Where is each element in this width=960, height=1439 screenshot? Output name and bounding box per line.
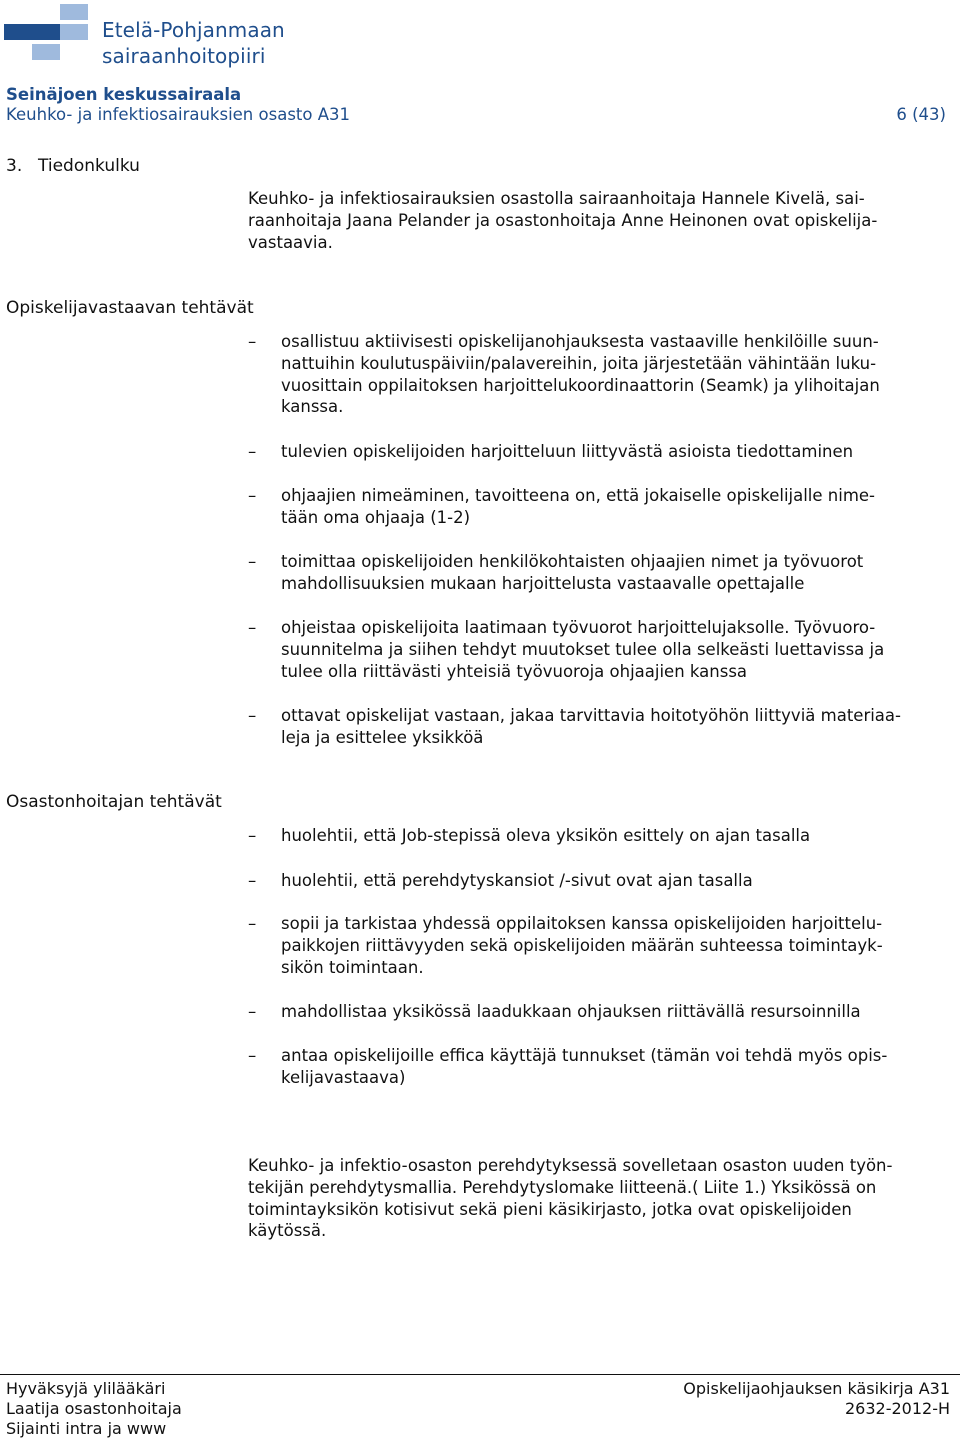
closing-line: tekijän perehdytysmallia. Perehdytyslomake liitteenä.( Liite 1.) Yksikössä on — [248, 1177, 877, 1197]
bullet-dash: – — [248, 332, 257, 351]
item-line: toimittaa opiskelijoiden henkilökohtaisten ohjaajien nimet ja työvuorot — [281, 552, 864, 571]
student-coordinator-duties-heading: Opiskelijavastaavan tehtävät — [6, 298, 254, 318]
item-line: mahdollisuuksien mukaan harjoittelusta vastaavalle opettajalle — [281, 573, 805, 593]
section-title — [6, 156, 140, 176]
bullet-dash: – — [248, 706, 257, 725]
hospital-name: Seinäjoen keskussairaala — [6, 85, 242, 104]
bullet-dash: – — [248, 552, 257, 571]
item-line: sikön toimintaan. — [281, 957, 424, 977]
section-title-text: Tiedonkulku — [38, 156, 140, 176]
hospital-district-logo — [4, 4, 112, 62]
item-line: osallistuu aktiivisesti opiskelijanohjauksesta vastaaville henkilöille suun- — [281, 332, 879, 351]
footer-location: Sijainti intra ja www — [6, 1419, 167, 1438]
item-line: ottavat opiskelijat vastaan, jakaa tarvittavia hoitotyöhön liittyviä materiaa- — [281, 706, 901, 725]
bullet-dash: – — [248, 1002, 257, 1021]
item-line: tään oma ohjaaja (1-2) — [281, 507, 471, 527]
item-line: leja ja esittelee yksikköä — [281, 727, 484, 747]
item-line: vuosittain oppilaitoksen harjoittelukoordinaattorin (Seamk) ja ylihoitajan — [281, 375, 880, 395]
item-line: kelijavastaava) — [281, 1067, 406, 1087]
logo-text-line2: sairaanhoitopiiri — [102, 44, 266, 68]
item-line: huolehtii, että Job-stepissä oleva yksikön esittely on ajan tasalla — [281, 826, 811, 845]
item-line: antaa opiskelijoille effica käyttäjä tunnukset (tämän voi tehdä myös opis- — [281, 1046, 888, 1065]
logo-block-light-bottom — [32, 44, 60, 60]
item-line: paikkojen riittävyyden sekä opiskelijoiden määrän suhteessa toimintayk- — [281, 935, 883, 955]
item-line: mahdollistaa yksikössä laadukkaan ohjauksen riittävällä resursoinnilla — [281, 1002, 861, 1021]
closing-paragraph — [248, 1155, 948, 1242]
item-line: kanssa. — [281, 397, 344, 417]
logo-block-dark-center — [32, 24, 60, 40]
item-line: huolehtii, että perehdytyskansiot /-sivut ovat ajan tasalla — [281, 871, 753, 890]
footer-approved: Hyväksyjä ylilääkäri — [6, 1379, 166, 1398]
logo-text-line1: Etelä-Pohjanmaan — [102, 18, 285, 42]
bullet-dash: – — [248, 826, 257, 845]
footer-right — [683, 1379, 950, 1419]
bullet-dash: – — [248, 1046, 257, 1065]
item-line: nattuihin koulutuspäiviin/palavereihin, joita järjestetään vähintään luku- — [281, 353, 877, 373]
unit-name: Keuhko- ja infektiosairauksien osasto A31 — [6, 105, 351, 124]
section-number: 3. — [6, 156, 23, 176]
head-nurse-duties-heading: Osastonhoitajan tehtävät — [6, 792, 222, 812]
footer-document-title: Opiskelijaohjauksen käsikirja A31 — [683, 1379, 950, 1398]
logo-block-light-right — [60, 24, 88, 40]
intro-line: raanhoitaja Jaana Pelander ja osastonhoitaja Anne Heinonen ovat opiskelija- — [248, 210, 878, 230]
bullet-dash: – — [248, 486, 257, 505]
bullet-dash: – — [248, 871, 257, 890]
logo-block-light-top — [60, 4, 88, 20]
logo-block-dark-left — [4, 24, 32, 40]
closing-line: toimintayksikön kotisivut sekä pieni käsikirjasto, jotka ovat opiskelijoiden — [248, 1199, 852, 1219]
footer-author: Laatija osastonhoitaja — [6, 1399, 182, 1418]
item-line: tulevien opiskelijoiden harjoitteluun liittyvästä asioista tiedottaminen — [281, 442, 854, 461]
bullet-dash: – — [248, 442, 257, 461]
footer-left — [6, 1379, 182, 1439]
footer-document-code: 2632-2012-H — [844, 1399, 950, 1418]
item-line: sopii ja tarkistaa yhdessä oppilaitoksen kanssa opiskelijoiden harjoittelu- — [281, 914, 883, 933]
intro-paragraph — [248, 188, 948, 253]
item-line: suunnitelma ja siihen tehdyt muutokset tulee olla selkeästi luettavissa ja — [281, 639, 885, 659]
footer-divider — [0, 1374, 960, 1375]
item-line: tulee olla riittävästi yhteisiä työvuoroja ohjaajien kanssa — [281, 661, 748, 681]
bullet-dash: – — [248, 618, 257, 637]
closing-line: Keuhko- ja infektio-osaston perehdytyksessä sovelletaan osaston uuden työn- — [248, 1156, 893, 1175]
intro-line: Keuhko- ja infektiosairauksien osastolla sairaanhoitaja Hannele Kivelä, sai- — [248, 189, 865, 208]
item-line: ohjeistaa opiskelijoita laatimaan työvuorot harjoittelujaksolle. Työvuoro- — [281, 618, 876, 637]
item-line: ohjaajien nimeäminen, tavoitteena on, että jokaiselle opiskelijalle nime- — [281, 486, 876, 505]
bullet-dash: – — [248, 914, 257, 933]
page-number: 6 (43) — [896, 105, 946, 124]
intro-line: vastaavia. — [248, 232, 333, 252]
closing-line: käytössä. — [248, 1221, 327, 1241]
